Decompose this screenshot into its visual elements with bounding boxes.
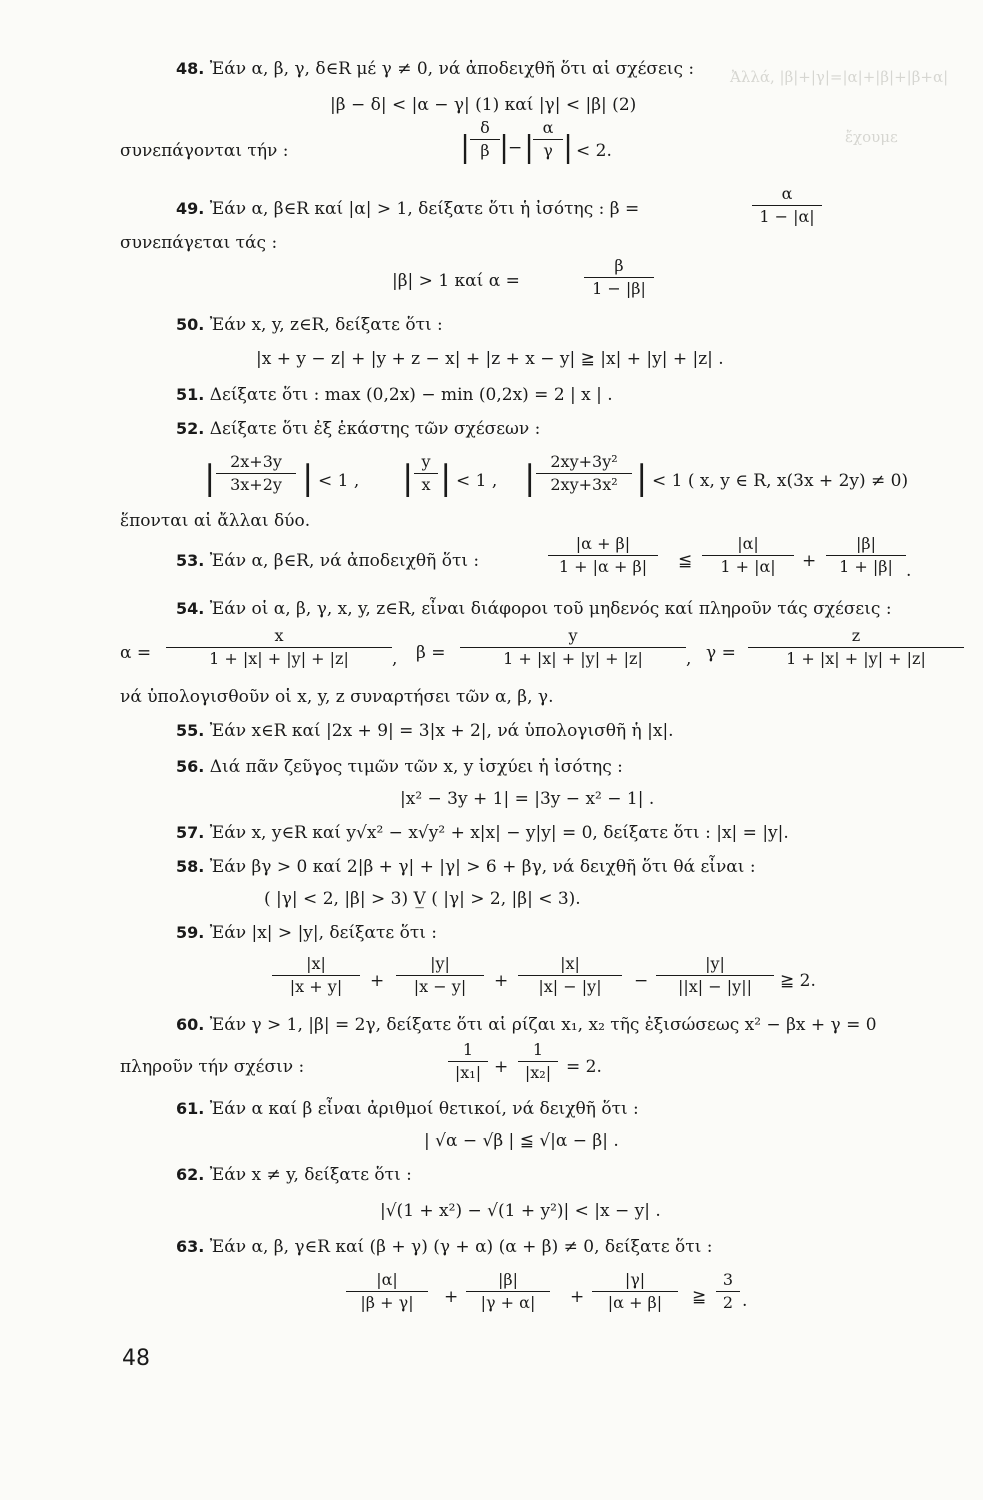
exercise-58 [176,856,756,878]
exercise-49 [176,198,639,220]
lead-text: πληροῦν τήν σχέσιν : [120,1057,305,1077]
equality-tail: = 2. [566,1057,602,1077]
relation: |β| > 1 καί α = [392,271,520,291]
relation: ( |γ| < 2, |β| > 3) V̲ ( |γ| > 2, |β| < 3). [264,889,581,909]
inequality-tail: < 2. [576,141,612,161]
comma: , [392,649,398,669]
exercise-56 [176,756,623,778]
exercise-number: 50. [176,315,205,334]
follow-text: νά ὑπολογισθοῦν οἱ x, y, z συναρτήσει τῶν α, β, γ. [120,687,554,707]
fraction: 2xy+3y² 2xy+3x² [536,452,632,495]
abs-bar: | [636,458,648,498]
period: . [742,1291,748,1311]
exercise-number: 54. [176,599,205,618]
plus-sign: + [494,1057,509,1077]
exercise-text: Δείξατε ὅτι ἐξ ἑκάστης τῶν σχέσεων : [209,419,541,439]
fraction: β 1 − |β| [584,256,654,299]
exercise-61 [176,1098,639,1120]
exercise-text: Ἐάν x, y, z∈R, δείξατε ὅτι : [209,315,443,335]
fraction: |β| |γ + α| [466,1270,550,1313]
fraction: z 1 + |x| + |y| + |z| [748,626,964,669]
fraction: |γ| |α + β| [592,1270,678,1313]
fraction: 2x+3y 3x+2y [216,452,296,495]
exercise-59 [176,922,437,944]
abs-bar: | [563,130,574,165]
lead-text: συνεπάγεται τάς : [120,233,278,253]
exercise-text: Ἐάν x∈R καί |2x + 9| = 3|x + 2|, νά ὑπολογισθῆ ἡ |x|. [209,721,674,741]
bleed-through-text: Ἀλλά, |β|+|γ|=|α|+|β|+|β+α| [730,68,949,86]
exercise-number: 61. [176,1099,205,1118]
exercise-54 [176,598,892,620]
exercise-text: Ἐάν |x| > |y|, δείξατε ὅτι : [209,923,438,943]
inequality: < 1 ( x, y ∈ R, x(3x + 2y) ≠ 0) [652,471,909,491]
exercise-53 [176,550,479,572]
fraction: |x| |x| − |y| [518,954,622,997]
exercise-number: 57. [176,823,205,842]
fraction: 3 2 [716,1270,740,1313]
abs-bar: | [302,458,314,498]
plus-sign: + [494,971,509,991]
fraction: y x [414,452,438,495]
fraction: |y| ||x| − |y|| [656,954,774,997]
fraction: y 1 + |x| + |y| + |z| [460,626,686,669]
exercise-text: Διά πᾶν ζεῦγος τιμῶν τῶν x, y ἰσχύει ἡ ἰσότης : [209,757,623,777]
exercise-number: 62. [176,1165,205,1184]
fraction: |α + β| 1 + |α + β| [548,534,658,577]
exercise-52 [176,418,540,440]
exercise-text: Ἐάν α, β, γ∈R καί (β + γ) (γ + α) (α + β) ≠ 0, δείξατε ὅτι : [209,1237,713,1257]
exercise-57 [176,822,789,844]
relation: |x² − 3y + 1| = |3y − x² − 1| . [400,789,655,809]
fraction: δ β [470,118,500,161]
follow-text: ἕπονται αἱ ἄλλαι δύο. [120,511,311,531]
exercise-number: 55. [176,721,205,740]
exercise-text: Ἐάν γ > 1, |β| = 2γ, δείξατε ὅτι αἱ ρίζαι x₁, x₂ τῆς ἐξισώσεως x² − βx + γ = 0 [209,1015,877,1035]
inequality: < 1 , [456,471,498,491]
fraction: x 1 + |x| + |y| + |z| [166,626,392,669]
exercise-number: 59. [176,923,205,942]
fraction: α 1 − |α| [752,184,822,227]
exercise-text: Ἐάν α, β∈R, νά ἀποδειχθῆ ὅτι : [209,551,480,571]
plus-sign: + [370,971,385,991]
plus-sign: + [802,551,817,571]
exercise-number: 49. [176,199,205,218]
abs-bar: | [204,458,216,498]
inequality: < 1 , [318,471,360,491]
plus-sign: + [570,1287,585,1307]
exercise-48 [176,58,694,80]
alpha-eq: α = [120,643,152,663]
exercise-number: 51. [176,385,205,404]
page-number: 48 [122,1346,150,1371]
exercise-text: Δείξατε ὅτι : max (0,2x) − min (0,2x) = 2 | x | . [209,385,613,405]
gamma-eq: γ = [706,643,736,663]
fraction: |y| |x − y| [396,954,484,997]
ge-sign: ≧ [692,1287,707,1307]
bleed-through-text: ἔχουμε [845,128,898,146]
lead-text: συνεπάγονται τήν : [120,141,289,161]
exercise-63 [176,1236,713,1258]
exercise-text: Ἐάν x, y∈R καί y√x² − x√y² + x|x| − y|y| = 0, δείξατε ὅτι : |x| = |y|. [209,823,789,843]
abs-bar: | [499,130,510,165]
exercise-number: 52. [176,419,205,438]
fraction: 1 |x₁| [448,1040,488,1083]
exercise-number: 56. [176,757,205,776]
exercise-text: Ἐάν α, β, γ, δ∈R μέ γ ≠ 0, νά ἀποδειχθῆ ὅτι αἱ σχέσεις : [209,59,695,79]
relation: |β − δ| < |α − γ| (1) καί |γ| < |β| (2) [330,95,637,115]
le-sign: ≦ [678,551,693,571]
relation: |x + y − z| + |y + z − x| + |z + x − y| ≧ |x| + |y| + |z| . [256,349,724,369]
abs-bar: | [460,130,471,165]
minus-sign: − [634,971,649,991]
minus-sign: − [508,138,523,158]
period: . [906,561,912,581]
exercise-text: Ἐάν x ≠ y, δείξατε ὅτι : [209,1165,412,1185]
exercise-number: 58. [176,857,205,876]
comma: , [686,649,692,669]
fraction: α γ [533,118,563,161]
fraction: |β| 1 + |β| [826,534,906,577]
abs-bar: | [524,130,535,165]
abs-bar: | [402,458,414,498]
exercise-number: 60. [176,1015,205,1034]
exercise-50 [176,314,443,336]
exercise-60 [176,1014,877,1036]
exercise-51 [176,384,613,406]
fraction: 1 |x₂| [518,1040,558,1083]
beta-eq: β = [416,643,446,663]
exercise-text: Ἐάν α καί β εἶναι ἀριθμοί θετικοί, νά δειχθῆ ὅτι : [209,1099,639,1119]
inequality-tail: ≧ 2. [780,971,816,991]
exercise-number: 53. [176,551,205,570]
exercise-text: Ἐάν βγ > 0 καί 2|β + γ| + |γ| > 6 + βγ, νά δειχθῆ ὅτι θά εἶναι : [209,857,756,877]
fraction: |x| |x + y| [272,954,360,997]
plus-sign: + [444,1287,459,1307]
exercise-62 [176,1164,412,1186]
exercise-number: 63. [176,1237,205,1256]
fraction: |α| 1 + |α| [702,534,794,577]
exercise-55 [176,720,674,742]
abs-bar: | [440,458,452,498]
relation: |√(1 + x²) − √(1 + y²)| < |x − y| . [380,1201,661,1221]
relation: | √α − √β | ≦ √|α − β| . [424,1131,619,1151]
fraction: |α| |β + γ| [346,1270,428,1313]
abs-bar: | [524,458,536,498]
exercise-text: Ἐάν α, β∈R καί |α| > 1, δείξατε ὅτι ἡ ἰσότης : β = [209,199,640,219]
exercise-text: Ἐάν οἱ α, β, γ, x, y, z∈R, εἶναι διάφοροι τοῦ μηδενός καί πληροῦν τάς σχέσεις : [209,599,892,619]
exercise-number: 48. [176,59,205,78]
